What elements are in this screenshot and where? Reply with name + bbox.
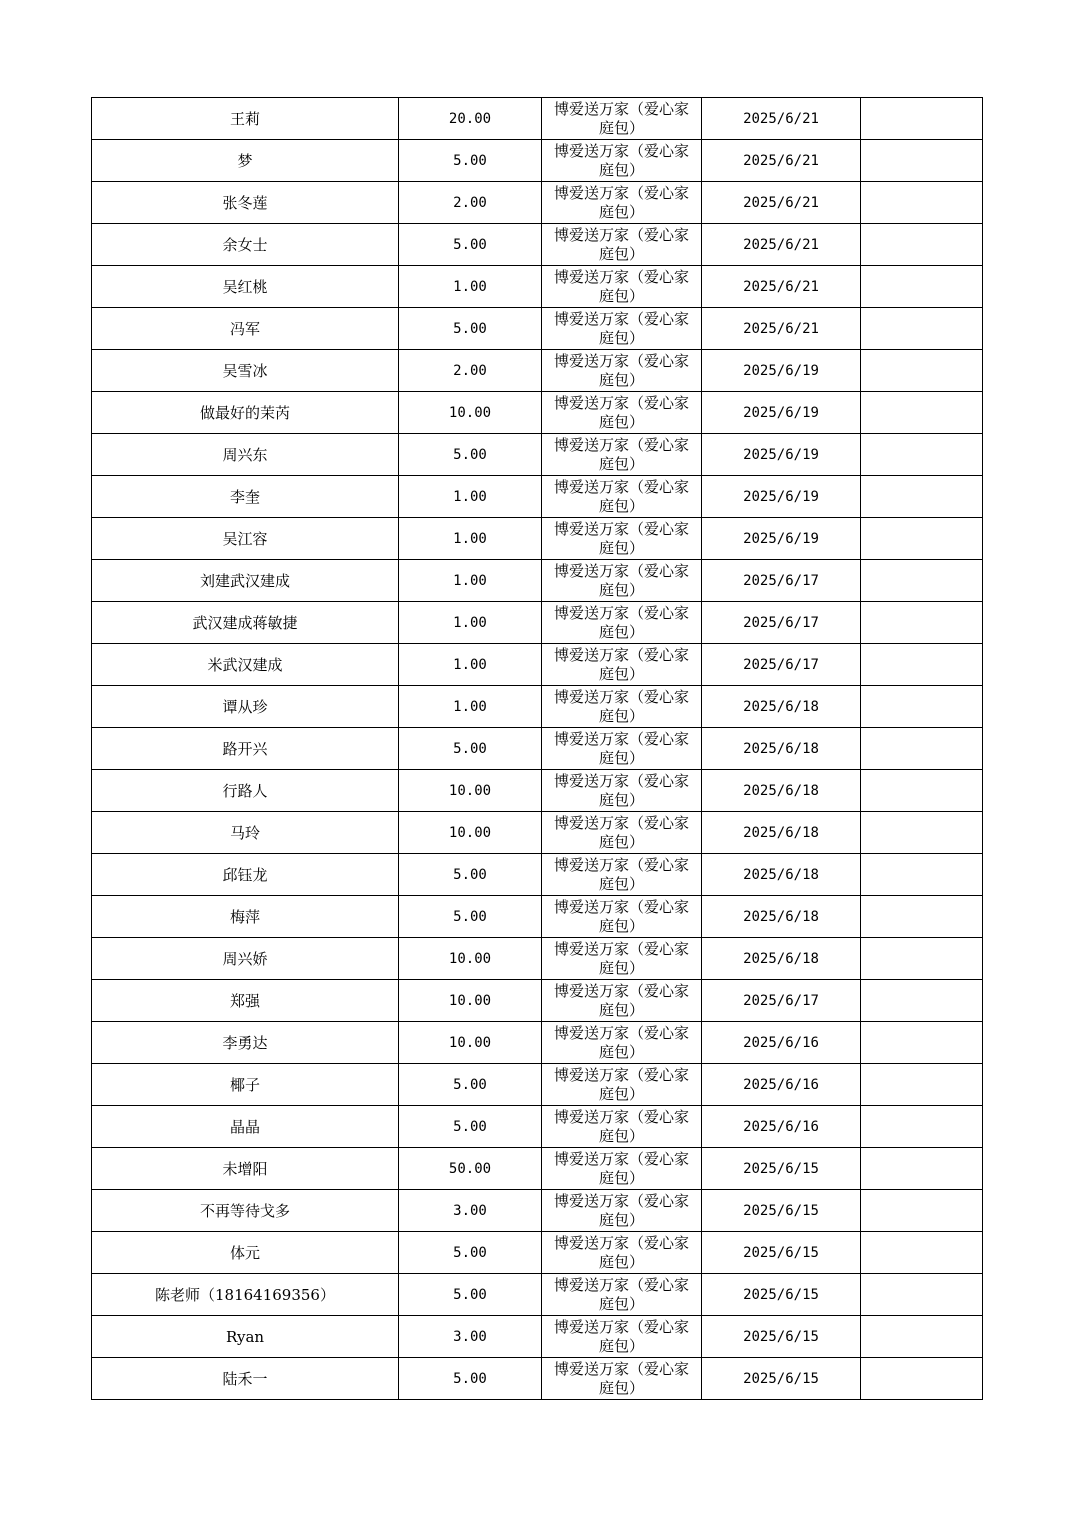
donor-name-cell: Ryan <box>92 1316 399 1358</box>
date-cell: 2025/6/21 <box>702 224 861 266</box>
note-cell <box>861 1064 983 1106</box>
donor-name-cell: 陈老师（18164169356） <box>92 1274 399 1316</box>
date-cell: 2025/6/18 <box>702 770 861 812</box>
project-cell: 博爱送万家（爱心家庭包） <box>542 1148 702 1190</box>
table-row <box>92 98 983 140</box>
table-row <box>92 224 983 266</box>
table-row <box>92 1022 983 1064</box>
amount-cell: 10.00 <box>399 392 542 434</box>
project-cell: 博爱送万家（爱心家庭包） <box>542 1190 702 1232</box>
amount-cell: 1.00 <box>399 602 542 644</box>
date-cell: 2025/6/17 <box>702 644 861 686</box>
amount-cell: 5.00 <box>399 224 542 266</box>
project-cell: 博爱送万家（爱心家庭包） <box>542 686 702 728</box>
date-cell: 2025/6/21 <box>702 140 861 182</box>
amount-cell: 10.00 <box>399 770 542 812</box>
amount-cell: 5.00 <box>399 434 542 476</box>
note-cell <box>861 1358 983 1400</box>
note-cell <box>861 1106 983 1148</box>
date-cell: 2025/6/15 <box>702 1358 861 1400</box>
note-cell <box>861 518 983 560</box>
project-cell: 博爱送万家（爱心家庭包） <box>542 812 702 854</box>
project-cell: 博爱送万家（爱心家庭包） <box>542 1358 702 1400</box>
project-cell: 博爱送万家（爱心家庭包） <box>542 266 702 308</box>
note-cell <box>861 1022 983 1064</box>
note-cell <box>861 728 983 770</box>
amount-cell: 5.00 <box>399 140 542 182</box>
donor-name-cell: 周兴娇 <box>92 938 399 980</box>
amount-cell: 10.00 <box>399 938 542 980</box>
amount-cell: 5.00 <box>399 1064 542 1106</box>
date-cell: 2025/6/18 <box>702 686 861 728</box>
date-cell: 2025/6/17 <box>702 602 861 644</box>
donor-name-cell: 李奎 <box>92 476 399 518</box>
project-cell: 博爱送万家（爱心家庭包） <box>542 854 702 896</box>
amount-cell: 50.00 <box>399 1148 542 1190</box>
donor-name-cell: 周兴东 <box>92 434 399 476</box>
table-row <box>92 1274 983 1316</box>
donor-name-cell: 做最好的茉芮 <box>92 392 399 434</box>
table-row <box>92 1232 983 1274</box>
table-row <box>92 686 983 728</box>
date-cell: 2025/6/17 <box>702 560 861 602</box>
amount-cell: 1.00 <box>399 266 542 308</box>
date-cell: 2025/6/19 <box>702 518 861 560</box>
project-cell: 博爱送万家（爱心家庭包） <box>542 1064 702 1106</box>
donor-name-cell: 行路人 <box>92 770 399 812</box>
amount-cell: 10.00 <box>399 1022 542 1064</box>
donor-name-cell: 梦 <box>92 140 399 182</box>
donor-name-cell: 未增阳 <box>92 1148 399 1190</box>
project-cell: 博爱送万家（爱心家庭包） <box>542 182 702 224</box>
table-row <box>92 1316 983 1358</box>
amount-cell: 5.00 <box>399 728 542 770</box>
donor-name-cell: 椰子 <box>92 1064 399 1106</box>
date-cell: 2025/6/19 <box>702 350 861 392</box>
project-cell: 博爱送万家（爱心家庭包） <box>542 1274 702 1316</box>
amount-cell: 3.00 <box>399 1190 542 1232</box>
note-cell <box>861 560 983 602</box>
project-cell: 博爱送万家（爱心家庭包） <box>542 350 702 392</box>
table-row <box>92 392 983 434</box>
table-row <box>92 560 983 602</box>
note-cell <box>861 812 983 854</box>
donor-name-cell: 张冬莲 <box>92 182 399 224</box>
table-row <box>92 770 983 812</box>
table-row <box>92 854 983 896</box>
note-cell <box>861 770 983 812</box>
note-cell <box>861 224 983 266</box>
amount-cell: 5.00 <box>399 1106 542 1148</box>
project-cell: 博爱送万家（爱心家庭包） <box>542 560 702 602</box>
date-cell: 2025/6/18 <box>702 812 861 854</box>
project-cell: 博爱送万家（爱心家庭包） <box>542 644 702 686</box>
table-row <box>92 644 983 686</box>
donor-name-cell: 陆禾一 <box>92 1358 399 1400</box>
table-row <box>92 1064 983 1106</box>
table-row <box>92 182 983 224</box>
table-row <box>92 1106 983 1148</box>
donor-name-cell: 李勇达 <box>92 1022 399 1064</box>
table-row <box>92 350 983 392</box>
date-cell: 2025/6/18 <box>702 854 861 896</box>
note-cell <box>861 98 983 140</box>
project-cell: 博爱送万家（爱心家庭包） <box>542 518 702 560</box>
table-row <box>92 812 983 854</box>
amount-cell: 5.00 <box>399 308 542 350</box>
donor-name-cell: 体元 <box>92 1232 399 1274</box>
project-cell: 博爱送万家（爱心家庭包） <box>542 476 702 518</box>
project-cell: 博爱送万家（爱心家庭包） <box>542 1106 702 1148</box>
note-cell <box>861 308 983 350</box>
table-row <box>92 518 983 560</box>
table-row <box>92 476 983 518</box>
date-cell: 2025/6/18 <box>702 938 861 980</box>
date-cell: 2025/6/19 <box>702 392 861 434</box>
project-cell: 博爱送万家（爱心家庭包） <box>542 770 702 812</box>
note-cell <box>861 1232 983 1274</box>
table-row <box>92 434 983 476</box>
note-cell <box>861 1274 983 1316</box>
project-cell: 博爱送万家（爱心家庭包） <box>542 140 702 182</box>
date-cell: 2025/6/21 <box>702 182 861 224</box>
amount-cell: 5.00 <box>399 1274 542 1316</box>
note-cell <box>861 350 983 392</box>
date-cell: 2025/6/16 <box>702 1022 861 1064</box>
note-cell <box>861 140 983 182</box>
donation-table-body <box>92 98 983 1400</box>
project-cell: 博爱送万家（爱心家庭包） <box>542 224 702 266</box>
amount-cell: 1.00 <box>399 560 542 602</box>
amount-cell: 2.00 <box>399 350 542 392</box>
amount-cell: 2.00 <box>399 182 542 224</box>
donor-name-cell: 余女士 <box>92 224 399 266</box>
project-cell: 博爱送万家（爱心家庭包） <box>542 938 702 980</box>
note-cell <box>861 1148 983 1190</box>
donor-name-cell: 米武汉建成 <box>92 644 399 686</box>
date-cell: 2025/6/19 <box>702 476 861 518</box>
note-cell <box>861 938 983 980</box>
project-cell: 博爱送万家（爱心家庭包） <box>542 728 702 770</box>
note-cell <box>861 602 983 644</box>
table-row <box>92 266 983 308</box>
amount-cell: 20.00 <box>399 98 542 140</box>
table-row <box>92 308 983 350</box>
donor-name-cell: 吴江容 <box>92 518 399 560</box>
date-cell: 2025/6/16 <box>702 1106 861 1148</box>
note-cell <box>861 1316 983 1358</box>
table-row <box>92 1190 983 1232</box>
project-cell: 博爱送万家（爱心家庭包） <box>542 434 702 476</box>
project-cell: 博爱送万家（爱心家庭包） <box>542 1316 702 1358</box>
amount-cell: 5.00 <box>399 854 542 896</box>
date-cell: 2025/6/18 <box>702 728 861 770</box>
date-cell: 2025/6/15 <box>702 1316 861 1358</box>
note-cell <box>861 182 983 224</box>
project-cell: 博爱送万家（爱心家庭包） <box>542 98 702 140</box>
amount-cell: 1.00 <box>399 686 542 728</box>
donor-name-cell: 冯军 <box>92 308 399 350</box>
amount-cell: 1.00 <box>399 476 542 518</box>
donor-name-cell: 马玲 <box>92 812 399 854</box>
note-cell <box>861 476 983 518</box>
amount-cell: 5.00 <box>399 896 542 938</box>
date-cell: 2025/6/21 <box>702 266 861 308</box>
project-cell: 博爱送万家（爱心家庭包） <box>542 1022 702 1064</box>
table-row <box>92 1148 983 1190</box>
project-cell: 博爱送万家（爱心家庭包） <box>542 602 702 644</box>
donor-name-cell: 谭从珍 <box>92 686 399 728</box>
project-cell: 博爱送万家（爱心家庭包） <box>542 896 702 938</box>
amount-cell: 5.00 <box>399 1232 542 1274</box>
note-cell <box>861 980 983 1022</box>
note-cell <box>861 896 983 938</box>
amount-cell: 10.00 <box>399 980 542 1022</box>
project-cell: 博爱送万家（爱心家庭包） <box>542 1232 702 1274</box>
date-cell: 2025/6/15 <box>702 1274 861 1316</box>
table-row <box>92 938 983 980</box>
donor-name-cell: 路开兴 <box>92 728 399 770</box>
donor-name-cell: 吴红桃 <box>92 266 399 308</box>
date-cell: 2025/6/18 <box>702 896 861 938</box>
date-cell: 2025/6/21 <box>702 308 861 350</box>
donor-name-cell: 吴雪冰 <box>92 350 399 392</box>
donor-name-cell: 不再等待戈多 <box>92 1190 399 1232</box>
amount-cell: 5.00 <box>399 1358 542 1400</box>
donor-name-cell: 刘建武汉建成 <box>92 560 399 602</box>
date-cell: 2025/6/15 <box>702 1190 861 1232</box>
note-cell <box>861 392 983 434</box>
project-cell: 博爱送万家（爱心家庭包） <box>542 980 702 1022</box>
date-cell: 2025/6/16 <box>702 1064 861 1106</box>
donor-name-cell: 晶晶 <box>92 1106 399 1148</box>
table-row <box>92 1358 983 1400</box>
donor-name-cell: 王莉 <box>92 98 399 140</box>
date-cell: 2025/6/15 <box>702 1232 861 1274</box>
donor-name-cell: 郑强 <box>92 980 399 1022</box>
table-row <box>92 602 983 644</box>
amount-cell: 10.00 <box>399 812 542 854</box>
note-cell <box>861 434 983 476</box>
amount-cell: 1.00 <box>399 518 542 560</box>
date-cell: 2025/6/17 <box>702 980 861 1022</box>
table-row <box>92 896 983 938</box>
donor-name-cell: 武汉建成蒋敏捷 <box>92 602 399 644</box>
amount-cell: 3.00 <box>399 1316 542 1358</box>
table-row <box>92 728 983 770</box>
donation-table <box>91 97 983 1400</box>
project-cell: 博爱送万家（爱心家庭包） <box>542 308 702 350</box>
table-row <box>92 980 983 1022</box>
project-cell: 博爱送万家（爱心家庭包） <box>542 392 702 434</box>
note-cell <box>861 686 983 728</box>
note-cell <box>861 854 983 896</box>
date-cell: 2025/6/19 <box>702 434 861 476</box>
amount-cell: 1.00 <box>399 644 542 686</box>
note-cell <box>861 644 983 686</box>
date-cell: 2025/6/21 <box>702 98 861 140</box>
date-cell: 2025/6/15 <box>702 1148 861 1190</box>
note-cell <box>861 266 983 308</box>
donor-name-cell: 邱钰龙 <box>92 854 399 896</box>
table-row <box>92 140 983 182</box>
donor-name-cell: 梅萍 <box>92 896 399 938</box>
note-cell <box>861 1190 983 1232</box>
